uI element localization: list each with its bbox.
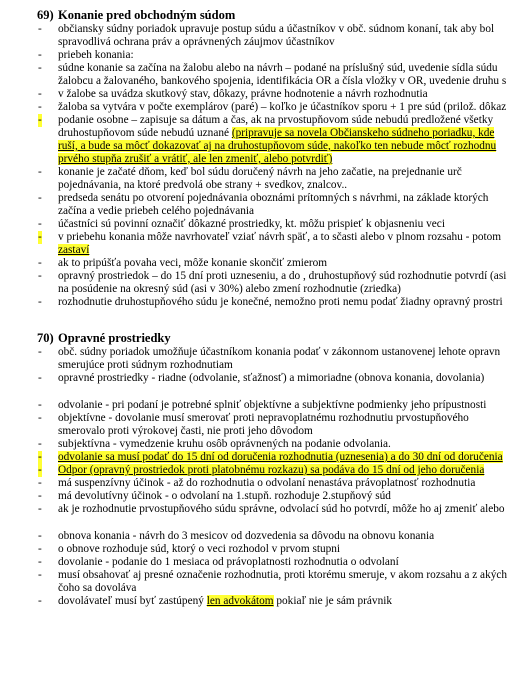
list-item: - priebeh konania: xyxy=(38,49,134,61)
list-item: - obč. súdny poriadok umožňuje účastníkom konania podať v zákonnom ustanovenej lehote opravn smerujúce proti súdnym rozhodnutiam xyxy=(38,346,501,371)
list-item: - opravné prostriedky - riadne (odvolanie, sťažnosť) a mimoriadne (obnova konania, dovolania) xyxy=(38,372,485,384)
list-item: - občiansky súdny poriadok upravuje postup súdu a účastníkov v obč. súdnom konaní, tak aby bol spravodlivá ochrana práv a oprávnených záujmov účastníkov xyxy=(38,23,495,48)
list-item-line: druhostupňovom súde nebudú uznané (pripravuje sa novela Občianskeho súdneho poriadku, kde xyxy=(58,127,495,139)
list-item: - obnova konania - návrh do 3 mesicov od dozvedenia sa dôvodu na obnovu konania xyxy=(38,530,435,542)
list-item: - súdne konanie sa začína na žalobu alebo na návrh – podané na príslušný súd, uvedenie sídla súdu žalobcu a žalovaného, bankového spojenia, identifikácia OR a čísla vložky v OR, uvedenie druhu s xyxy=(38,62,507,87)
list-item: - rozhodnutie druhostupňového súdu je konečné, nemožno proti nemu podať žiadny opravný prostri xyxy=(38,296,503,308)
list-item: - dovolanie - podanie do 1 mesiaca od právoplatnosti rozhodnutia o odvolaní xyxy=(38,556,399,568)
section-heading-69 xyxy=(39,8,524,23)
list-item: - dovolávateľ musí byť zastúpený len advokátom pokiaľ nie je sám právnik xyxy=(0,595,524,608)
list-item: - v žalobe sa uvádza skutkový stav, dôkazy, právne hodnotenie a návrh rozhodnutia xyxy=(38,88,428,100)
list-item: - účastníci sú povinní označiť dôkazné prostriedky, kt. môžu prispieť k objasneniu veci xyxy=(38,218,445,230)
section-heading-70 xyxy=(39,331,524,346)
list-item: - o obnove rozhoduje súd, ktorý o veci rozhodol v prvom stupni xyxy=(38,543,341,555)
section-title: Opravné prostriedky xyxy=(58,331,171,345)
list-item: - predseda senátu po otvorení pojednávania oboznámi prítomných s návrhmi, na základe ktorých začína a vedie priebeh celého pojednávania xyxy=(38,192,489,217)
list-item-highlighted: - odvolanie sa musí podať do 15 dní od doručenia rozhodnutia (uznesenia) a do 30 dní od doručenia xyxy=(38,451,503,463)
section-title: Konanie pred obchodným súdom xyxy=(58,8,236,22)
list-item: - konanie je začaté dňom, keď bol súdu doručený návrh na jeho začatie, na prejednanie urč pojednávania, na ktoré predvolá obe strany + svedkov, znalcov.. xyxy=(38,166,462,191)
list-item: - žaloba sa vytvára v počte exemplárov (paré) – koľko je účastníkov sporu + 1 pre súd (prilož. dôkaz xyxy=(38,101,507,113)
list-item: - ak to pripúšťa povaha veci, môže konanie skončiť zmierom xyxy=(38,257,328,269)
list-item: - má devolutívny účinok - o odvolaní na 1.stupň. rozhoduje 2.stupňový súd xyxy=(38,490,391,502)
list-item: - ak je rozhodnutie prvostupňového súdu správne, odvolací súd ho potvrdí, môže ho aj zmeniť alebo xyxy=(38,503,505,515)
list-item-highlighted: - v priebehu konania môže navrhovateľ vziať návrh späť, a to sčasti alebo v plnom rozsahu - potom zastaví xyxy=(38,231,502,256)
document-page xyxy=(0,8,524,608)
section-number: 70) xyxy=(37,331,54,345)
list-item: - objektívne - dovolanie musí smerovať proti nepravoplatnému rozhodnutiu prvostupňového smerovalo proti výrokovej časti, nie proti jeho dôvodom xyxy=(38,412,469,437)
list-item-highlighted: - podanie osobne – zapisuje sa dátum a čas, ak na prvostupňovom súde nebudú predložené všetky druhostupňovom súde nebudú uznané (pripravuje sa novela Občianskeho súdneho poriadku, kde ruší, a bude sa môcť dokazovať aj na druhostupňovom súde, nakoľko ten nebude môcť rozhodnu prvého stupňa zrušiť a vrátiť, ale len zmeniť, alebo potvrdiť) xyxy=(0,114,524,166)
list-item: - subjektívna - vymedzenie kruhu osôb oprávnených na podanie odvolania. xyxy=(38,438,391,450)
list-item: - odvolanie - pri podaní je potrebné splniť objektívne a subjektívne podmienky jeho prípustnosti xyxy=(38,399,487,411)
list-item: - opravný prostriedok – do 15 dní proti uzneseniu, a do , druhostupňový súd rozhodnutie potvrdí (asi na posúdenie na okresný súd (asi v 30%) alebo zmení rozhodnutie (zriedka) xyxy=(38,270,507,295)
list-item-line: dovolávateľ musí byť zastúpený len advokátom pokiaľ nie je sám právnik xyxy=(58,595,393,607)
list-item: - má suspenzívny účinok - až do rozhodnutia o odvolaní nenastáva právoplatnosť rozhodnutia xyxy=(38,477,476,489)
list-item: - musí obsahovať aj presné označenie rozhodnutia, proti ktorému smeruje, v akom rozsahu a z akých čoho sa dovoláva xyxy=(38,569,508,594)
list-item-highlighted: - Odpor (opravný prostriedok proti platobnému rozkazu) sa podáva do 15 dní od jeho doručenia xyxy=(38,464,485,476)
section-number: 69) xyxy=(37,8,54,22)
